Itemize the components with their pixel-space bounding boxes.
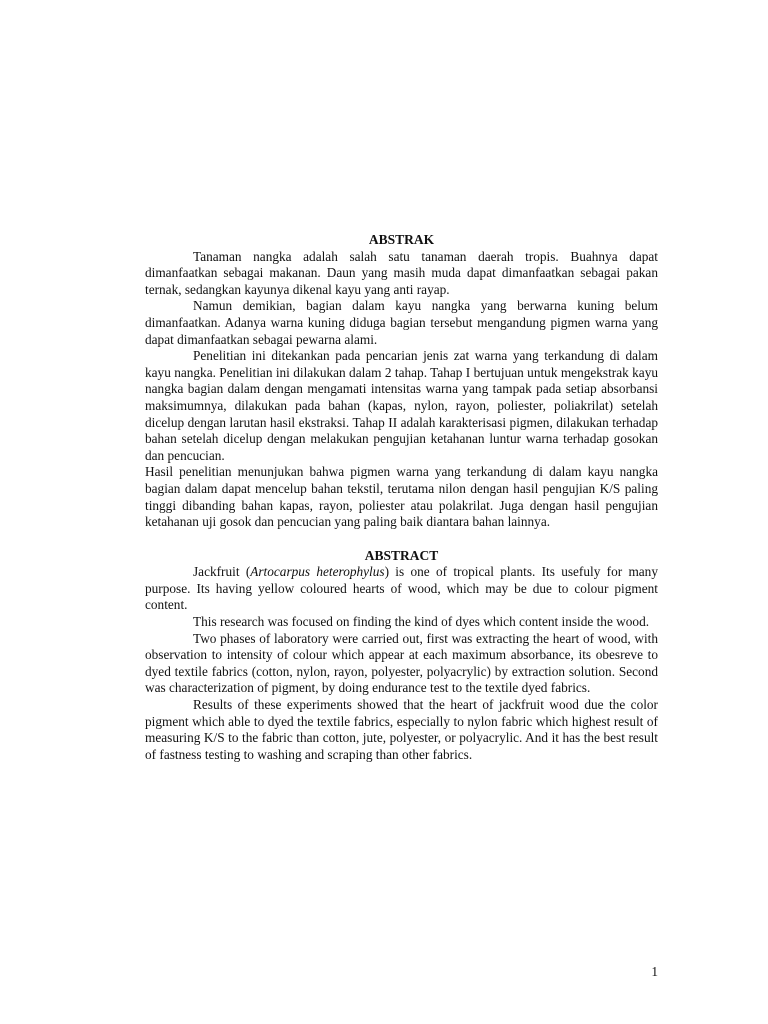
abstract-heading: ABSTRACT	[364, 547, 439, 563]
abstrak-paragraph-1: Tanaman nangka adalah salah satu tanaman daerah tropis. Buahnya dapat dimanfaatkan sebagai makanan. Daun yang masih muda dapat dimanfaatkan sebagai pakan ternak, sedangkan kayunya dikenal kayu yang anti rayap.	[145, 248, 658, 297]
scientific-name: Artocarpus heterophylus	[250, 564, 385, 580]
abstrak-heading: ABSTRAK	[368, 232, 435, 247]
page-content	[145, 232, 658, 763]
abstrak-paragraph-3: Penelitian ini ditekankan pada pencarian jenis zat warna yang terkandung di dalam kayu nangka. Penelitian ini dilakukan dalam 2 tahap. Tahap I bertujuan untuk mengekstrak kayu nangka bagian dalam dengan mengamati intensitas warna yang tampak pada setiap absorbansi maksimumnya, dilakukan pada bahan (kapas, nylon, rayon, poliester, poliakrilat) setelah dicelup dengan larutan hasil ekstraksi. Tahap II adalah karakterisasi pigmen, dilakukan terhadap bahan setelah dicelup dengan melakukan pengujian ketahanan luntur warna terhadap gosokan dan pencucian.	[145, 348, 658, 463]
abstract-paragraph-4: Results of these experiments showed that the heart of jackfruit wood due the color pigment which able to dyed the textile fabrics, especially to nylon fabric which highest result of measuring K/S to the fabric than cotton, jute, polyester, or polyacrylic. And it has the best result of fastness testing to washing and scraping than other fabrics.	[145, 697, 658, 762]
abstract-p1-text-end: ) is one of tropical plants. Its usefuly for many purpose. Its having yellow coloured hearts of wood, which may be due to colour pigment content.	[145, 564, 658, 613]
abstract-p1-text-start: Jackfruit (	[193, 564, 251, 580]
abstrak-paragraph-4: Hasil penelitian menunjukan bahwa pigmen warna yang terkandung di dalam kayu nangka bagian dalam dapat mencelup bahan tekstil, terutama nilon dengan hasil pengujian K/S paling tinggi dibanding bahan kapas, rayon, poliester atau polakrilat. Juga dengan hasil pengujian ketahanan uji gosok dan pencucian yang paling baik diantara bahan lainnya.	[145, 464, 658, 530]
abstrak-paragraph-2: Namun demikian, bagian dalam kayu nangka yang berwarna kuning belum dimanfaatkan. Adanya warna kuning diduga bagian tersebut mengandung pigmen warna yang dapat dimanfaatkan sebagai pewarna alami.	[145, 298, 658, 347]
abstract-paragraph-1	[145, 564, 658, 614]
abstract-paragraph-2: This research was focused on finding the kind of dyes which content inside the wood.	[193, 614, 650, 630]
abstract-paragraph-3: Two phases of laboratory were carried out, first was extracting the heart of wood, with observation to intensity of colour which appear at each maximum absorbance, its obesreve to dyed textile fabrics (cotton, nylon, rayon, polyester, polyacrylic) by extraction solution. Second was characterization of pigment, by doing endurance test to the textile dyed fabrics.	[145, 630, 658, 696]
page-number: 1	[651, 964, 658, 979]
